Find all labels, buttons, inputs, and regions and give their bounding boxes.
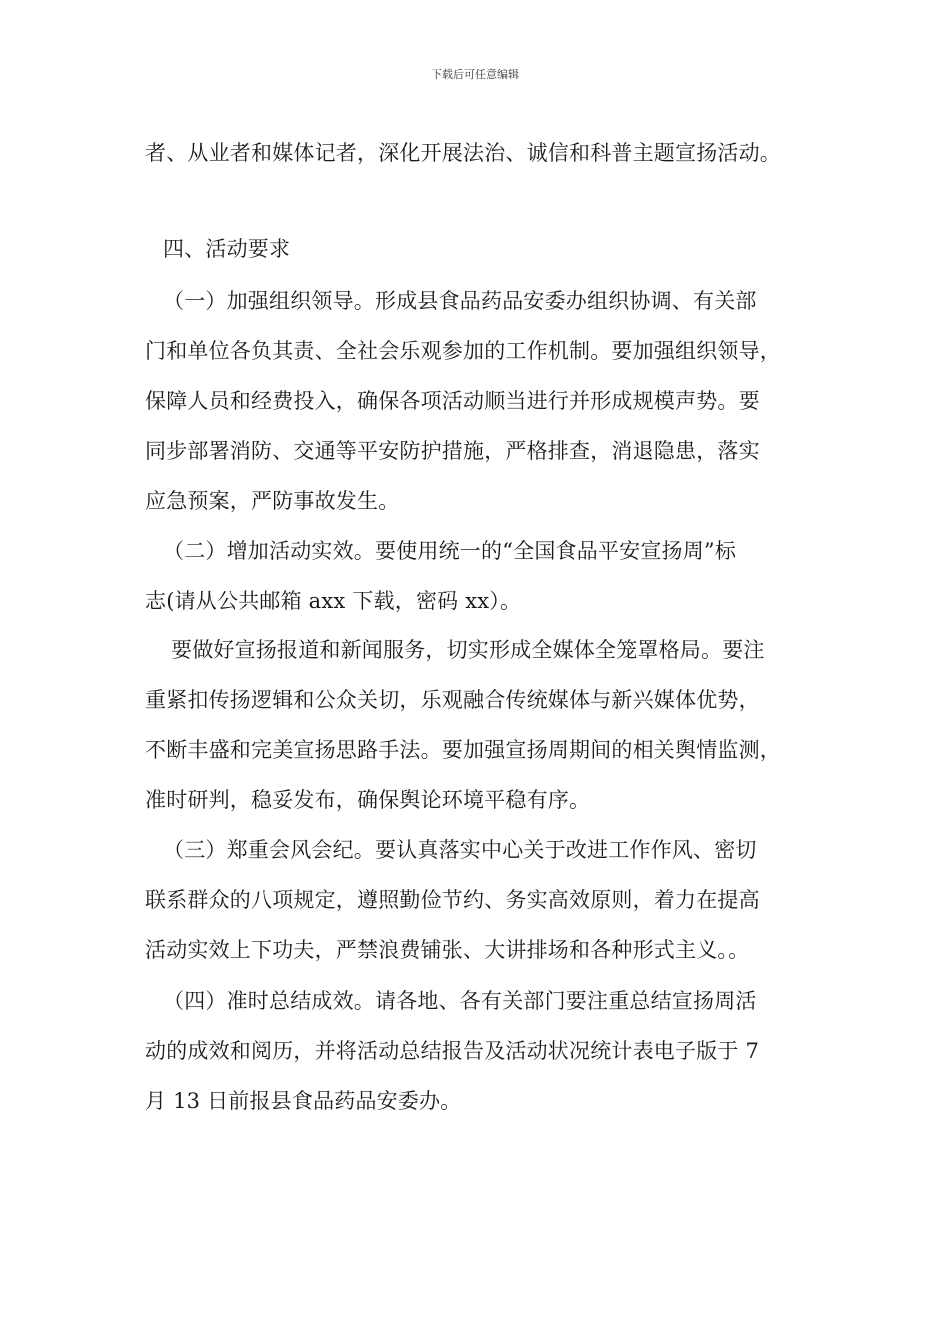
text-line: 活动实效上下功夫，严禁浪费铺张、大讲排场和各种形式主义。。 <box>145 938 750 962</box>
text-line: 准时研判，稳妥发布，确保舆论环境平稳有序。 <box>145 788 591 812</box>
text-line: （三）郑重会风会纪。要认真落实中心关于改进工作作风、密切 <box>163 838 757 862</box>
text-line: 不断丰盛和完美宣扬思路手法。要加强宣扬周期间的相关舆情监测， <box>145 738 781 762</box>
text-line: （二）增加活动实效。要使用统一的“全国食品平安宣扬周”标 <box>163 539 737 563</box>
section-heading: 四、活动要求 <box>163 237 291 261</box>
text-line: 保障人员和经费投入，确保各项活动顺当进行并形成规模声势。要 <box>145 389 760 413</box>
text-line: （四）准时总结成效。请各地、各有关部门要注重总结宣扬周活 <box>163 989 757 1013</box>
text-line: 月 13 日前报县食品药品安委办。 <box>145 1089 462 1113</box>
text-line: （一）加强组织领导。形成县食品药品安委办组织协调、有关部 <box>163 289 757 313</box>
text-line: 联系群众的八项规定，遵照勤俭节约、务实高效原则，着力在提高 <box>145 888 760 912</box>
text-line: 门和单位各负其责、全社会乐观参加的工作机制。要加强组织领导， <box>145 339 781 363</box>
text-line: 动的成效和阅历，并将活动总结报告及活动状况统计表电子版于 7 <box>145 1039 760 1063</box>
text-line: 志(请从公共邮箱 axx 下载，密码 xx）。 <box>145 589 522 613</box>
text-line: 重紧扣传扬逻辑和公众关切，乐观融合传统媒体与新兴媒体优势， <box>145 688 760 712</box>
text-line: 要做好宣扬报道和新闻服务，切实形成全媒体全笼罩格局。要注 <box>171 638 765 662</box>
text-line: 应急预案，严防事故发生。 <box>145 489 400 513</box>
text-line: 同步部署消防、交通等平安防护措施，严格排查，消退隐患，落实 <box>145 439 760 463</box>
page-header: 下载后可任意编辑 <box>431 68 519 81</box>
text-line: 者、从业者和媒体记者，深化开展法治、诚信和科普主题宣扬活动。 <box>145 141 781 165</box>
